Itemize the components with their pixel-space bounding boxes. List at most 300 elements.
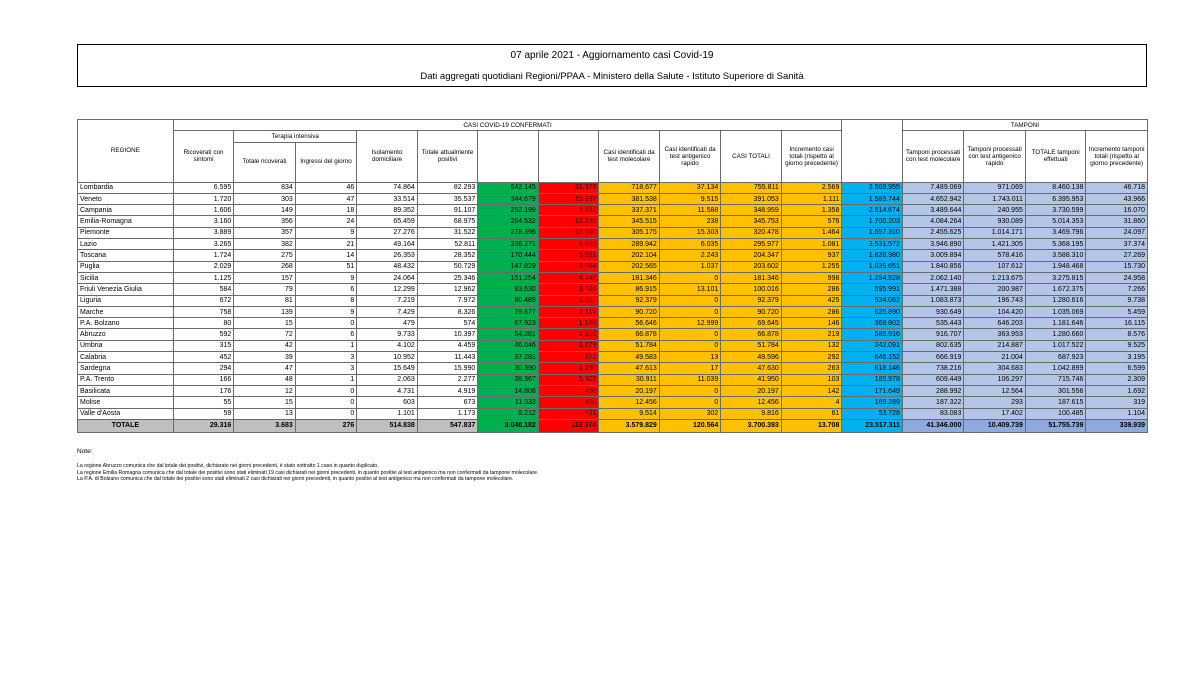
- table-row: [78, 272, 1148, 283]
- table-cell: 470: [538, 385, 599, 396]
- table-cell: 345.515: [599, 216, 660, 227]
- table-cell: 132: [781, 340, 842, 351]
- table-cell: 1.826.980: [842, 250, 903, 261]
- table-cell: 103: [781, 374, 842, 385]
- table-cell: 80.485: [478, 295, 539, 306]
- table-cell: 157: [234, 272, 296, 283]
- table-cell: 238: [659, 216, 721, 227]
- table-cell: 356: [234, 216, 296, 227]
- table-cell: 2.200: [538, 329, 599, 340]
- table-cell: 46.718: [1086, 182, 1148, 193]
- table-cell: 2.063: [357, 374, 418, 385]
- cell-regione: Molise: [78, 397, 174, 408]
- table-cell: 11.039: [659, 374, 721, 385]
- table-cell: 8.576: [1086, 329, 1148, 340]
- table-cell: 5.368.195: [1025, 239, 1086, 250]
- table-cell: 0: [659, 306, 721, 317]
- table-cell: 292: [781, 352, 842, 363]
- table-cell: 79: [234, 284, 296, 295]
- cell-regione: Calabria: [78, 352, 174, 363]
- table-cell: 302: [659, 408, 721, 419]
- table-cell: 100.016: [721, 284, 782, 295]
- table-cell: 89.352: [357, 205, 418, 216]
- table-cell: 169.289: [842, 397, 903, 408]
- table-cell: 79.677: [478, 306, 539, 317]
- table-cell: 6.595: [173, 182, 234, 193]
- table-cell: 293: [964, 397, 1026, 408]
- table-cell: 31.860: [1086, 216, 1148, 227]
- table-cell: 100.485: [1025, 408, 1086, 419]
- table-cell: 278.396: [478, 227, 539, 238]
- table-cell: 1.672.375: [1025, 284, 1086, 295]
- table-cell: 1.464: [781, 227, 842, 238]
- table-cell: 9: [295, 306, 357, 317]
- table-cell: 65.459: [357, 216, 418, 227]
- table-cell: 25.346: [417, 272, 478, 283]
- table-cell: 8.212: [478, 408, 539, 419]
- table-cell: 592: [173, 329, 234, 340]
- table-cell: 286: [781, 306, 842, 317]
- table-cell: 0: [659, 340, 721, 351]
- table-cell: 10.952: [357, 352, 418, 363]
- table-cell: 755.811: [721, 182, 782, 193]
- header-totale-persone-testate: Totale persone testate: [842, 120, 903, 183]
- notes-label: Note:: [77, 448, 93, 455]
- cell-regione: Toscana: [78, 250, 174, 261]
- cell-regione: Lazio: [78, 239, 174, 250]
- header-casi-totali: CASI TOTALI: [721, 131, 782, 182]
- table-row: [78, 397, 1148, 408]
- table-cell: 51.784: [599, 340, 660, 351]
- cell-regione: Basilicata: [78, 385, 174, 396]
- table-cell: 219: [781, 329, 842, 340]
- report-title: 07 aprile 2021 - Aggiornamento casi Covid-19: [510, 50, 714, 61]
- table-cell: 479: [357, 318, 418, 329]
- table-cell: 425: [781, 295, 842, 306]
- table-cell: 3: [295, 352, 357, 363]
- table-cell: 452: [173, 352, 234, 363]
- table-cell: 930.649: [902, 306, 964, 317]
- table-cell: 4.746: [538, 272, 599, 283]
- table-cell: 0: [295, 318, 357, 329]
- table-cell: 3.946.890: [902, 239, 964, 250]
- table-cell: 1: [295, 374, 357, 385]
- table-cell: 10.397: [417, 329, 478, 340]
- table-cell: 1.037: [659, 261, 721, 272]
- table-cell: 715.746: [1025, 374, 1086, 385]
- table-cell: 46: [295, 182, 357, 193]
- table-cell: 2.243: [659, 250, 721, 261]
- table-cell: 337.371: [599, 205, 660, 216]
- header-group-tamponi: TAMPONI: [902, 120, 1147, 131]
- table-cell: 31.522: [417, 227, 478, 238]
- table-cell: 30.390: [478, 363, 539, 374]
- table-cell: 51.755.739: [1025, 419, 1086, 432]
- table-cell: 15.730: [1086, 261, 1148, 272]
- table-row: [78, 205, 1148, 216]
- note-line: La regione Abruzzo comunica che dal totale dei positivi, dichiarato nei giorni precedenti, è stato sottratto 1 caso in quanto duplicato.: [77, 463, 379, 469]
- table-cell: 603: [357, 397, 418, 408]
- table-cell: 368.802: [842, 318, 903, 329]
- table-cell: 55: [173, 397, 234, 408]
- table-cell: 21: [295, 239, 357, 250]
- table-cell: 43.966: [1086, 193, 1148, 204]
- table-cell: 9: [295, 272, 357, 283]
- table-cell: 23.517.311: [842, 419, 903, 432]
- table-cell: 11.588: [659, 205, 721, 216]
- table-cell: 1.081: [781, 239, 842, 250]
- table-cell: 4.084.264: [902, 216, 964, 227]
- table-cell: 1.255: [781, 261, 842, 272]
- table-cell: 1.606: [173, 205, 234, 216]
- header-casi-antigenico: Casi identificati da test antigenico rapido: [659, 131, 721, 182]
- table-cell: 27.269: [1086, 250, 1148, 261]
- table-cell: 171.649: [842, 385, 903, 396]
- table-cell: 48: [234, 374, 296, 385]
- table-cell: 834: [234, 182, 296, 193]
- table-cell: 4: [781, 397, 842, 408]
- table-cell: 12.299: [357, 284, 418, 295]
- header-tamponi-molecolare: Tamponi processati con test molecolare: [902, 131, 964, 182]
- header-incremento-casi: Incremento casi totali (rispetto al giorno precedente): [781, 131, 842, 182]
- table-cell: 1.471.388: [902, 284, 964, 295]
- table-cell: 142: [781, 385, 842, 396]
- table-cell: 20.197: [721, 385, 782, 396]
- table-cell: 930.089: [964, 216, 1026, 227]
- table-cell: 584: [173, 284, 234, 295]
- table-cell: 1.213.675: [964, 272, 1026, 283]
- table-row: [78, 193, 1148, 204]
- table-cell: 0: [659, 385, 721, 396]
- table-cell: 4.652.942: [902, 193, 964, 204]
- table-cell: 46.046: [478, 340, 539, 351]
- table-total-row: [78, 419, 1148, 432]
- header-terapia-intensiva: Terapia intensiva: [234, 131, 357, 142]
- table-row: [78, 385, 1148, 396]
- table-cell: 672: [173, 295, 234, 306]
- covid-data-table: [77, 119, 1148, 433]
- table-cell: 17: [659, 363, 721, 374]
- table-cell: 1.148: [538, 318, 599, 329]
- table-cell: 618.146: [842, 363, 903, 374]
- table-row: [78, 329, 1148, 340]
- table-cell: 574: [417, 318, 478, 329]
- table-cell: 90.720: [599, 306, 660, 317]
- table-cell: 15.303: [659, 227, 721, 238]
- table-cell: 47.630: [721, 363, 782, 374]
- table-cell: 7.219: [357, 295, 418, 306]
- table-cell: 3.683: [234, 419, 296, 432]
- table-cell: 9.816: [721, 408, 782, 419]
- table-cell: 585.916: [842, 329, 903, 340]
- table-cell: 39: [234, 352, 296, 363]
- table-cell: 49.583: [599, 352, 660, 363]
- table-cell: 1.743.011: [964, 193, 1026, 204]
- cell-regione: Marche: [78, 306, 174, 317]
- header-casi-molecolare: Casi identificati da test molecolare: [599, 131, 660, 182]
- table-cell: 12: [234, 385, 296, 396]
- table-cell: 646.203: [964, 318, 1026, 329]
- table-row: [78, 352, 1148, 363]
- table-cell: 0: [295, 397, 357, 408]
- table-cell: 1.181.646: [1025, 318, 1086, 329]
- table-cell: 176: [173, 385, 234, 396]
- table-cell: 37.281: [478, 352, 539, 363]
- table-cell: 295.977: [721, 239, 782, 250]
- table-cell: 1.306: [538, 374, 599, 385]
- table-cell: 3.579.829: [599, 419, 660, 432]
- table-cell: 52.811: [417, 239, 478, 250]
- table-cell: 3.531.572: [842, 239, 903, 250]
- table-cell: 8.460.138: [1025, 182, 1086, 193]
- table-cell: 2.717: [538, 306, 599, 317]
- table-cell: 202.104: [599, 250, 660, 261]
- table-cell: 104.420: [964, 306, 1026, 317]
- table-cell: 1.101: [357, 408, 418, 419]
- table-cell: 2.062.140: [902, 272, 964, 283]
- table-cell: 339.939: [1086, 419, 1148, 432]
- table-cell: 268: [234, 261, 296, 272]
- table-cell: 11.443: [417, 352, 478, 363]
- table-cell: 2.569: [781, 182, 842, 193]
- table-cell: 139: [234, 306, 296, 317]
- table-cell: 170.444: [478, 250, 539, 261]
- table-cell: 61: [781, 408, 842, 419]
- table-cell: 236.271: [478, 239, 539, 250]
- table-cell: 872: [538, 352, 599, 363]
- table-cell: 187.322: [902, 397, 964, 408]
- table-cell: 1.014.171: [964, 227, 1026, 238]
- table-cell: 42: [234, 340, 296, 351]
- table-cell: 1.421.305: [964, 239, 1026, 250]
- table-cell: 937: [781, 250, 842, 261]
- table-cell: 673: [417, 397, 478, 408]
- cell-regione: Campania: [78, 205, 174, 216]
- table-cell: 6: [295, 329, 357, 340]
- table-cell: 1.280.616: [1025, 295, 1086, 306]
- table-cell: 90.720: [721, 306, 782, 317]
- table-cell: 646.152: [842, 352, 903, 363]
- table-cell: 14: [295, 250, 357, 261]
- table-cell: 381.538: [599, 193, 660, 204]
- table-cell: 202.565: [599, 261, 660, 272]
- table-row: [78, 239, 1148, 250]
- table-cell: 16.070: [1086, 205, 1148, 216]
- table-cell: 181.346: [721, 272, 782, 283]
- header-ricoverati: Ricoverati con sintomi: [173, 131, 234, 182]
- table-cell: 1.358: [781, 205, 842, 216]
- table-cell: 68.975: [417, 216, 478, 227]
- table-cell: 9: [295, 227, 357, 238]
- table-cell: 41.346.000: [902, 419, 964, 432]
- table-row: [78, 318, 1148, 329]
- table-cell: 181.346: [599, 272, 660, 283]
- table-cell: 83.083: [902, 408, 964, 419]
- table-cell: 275: [234, 250, 296, 261]
- table-cell: 50.729: [417, 261, 478, 272]
- table-cell: 185.978: [842, 374, 903, 385]
- table-cell: 4.731: [357, 385, 418, 396]
- table-cell: 3.922: [538, 295, 599, 306]
- table-cell: 92.379: [721, 295, 782, 306]
- table-cell: 344.679: [478, 193, 539, 204]
- table-cell: 1.042.899: [1025, 363, 1086, 374]
- table-cell: 319: [1086, 397, 1148, 408]
- table-cell: 30.911: [599, 374, 660, 385]
- table-cell: 2.029: [173, 261, 234, 272]
- note-line: La regione Emilia Romagna comunica che dal totale dei positivi sono stati eliminati 19 casi dichiarati nei giorni precedenti, in quanto positivi al test antigenico ma non confermati da tampone molecolare.: [77, 469, 539, 476]
- table-cell: 13: [234, 408, 296, 419]
- table-cell: 12.456: [721, 397, 782, 408]
- table-cell: 2.455.625: [902, 227, 964, 238]
- table-cell: 305.175: [599, 227, 660, 238]
- table-cell: 286: [781, 284, 842, 295]
- table-cell: 0: [659, 272, 721, 283]
- table-cell: 0: [659, 295, 721, 306]
- table-cell: 14.808: [478, 385, 539, 396]
- table-cell: 578.416: [964, 250, 1026, 261]
- table-cell: 2.514.674: [842, 205, 903, 216]
- table-cell: 69.645: [721, 318, 782, 329]
- table-cell: 431: [538, 408, 599, 419]
- table-cell: 112.374: [538, 419, 599, 432]
- table-cell: 204.347: [721, 250, 782, 261]
- table-cell: 3.040.182: [478, 419, 539, 432]
- table-cell: 149: [234, 205, 296, 216]
- table-cell: 12.564: [964, 385, 1026, 396]
- cell-regione: Liguria: [78, 295, 174, 306]
- table-cell: 315: [173, 340, 234, 351]
- table-cell: 0: [659, 329, 721, 340]
- table-cell: 48.432: [357, 261, 418, 272]
- table-cell: 200.987: [964, 284, 1026, 295]
- table-cell: 1.280.660: [1025, 329, 1086, 340]
- table-cell: 47: [295, 193, 357, 204]
- table-cell: 72: [234, 329, 296, 340]
- table-cell: 758: [173, 306, 234, 317]
- table-cell: 15.990: [417, 363, 478, 374]
- table-cell: 802.635: [902, 340, 964, 351]
- table-cell: 609.449: [902, 374, 964, 385]
- table-cell: 24.958: [1086, 272, 1148, 283]
- header-ti-totale-ricoverati: Totale ricoverati: [234, 142, 296, 182]
- table-cell: 41.950: [721, 374, 782, 385]
- table-cell: 1.250: [538, 363, 599, 374]
- table-cell: 6.895: [538, 239, 599, 250]
- table-cell: 4.102: [357, 340, 418, 351]
- table-cell: 3.469.796: [1025, 227, 1086, 238]
- report-subtitle: Dati aggregati quotidiani Regioni/PPAA - Ministero della Salute - Istituto Superiore di Sanità: [420, 71, 804, 82]
- table-cell: 1.585.744: [842, 193, 903, 204]
- table-cell: 3.568.955: [842, 182, 903, 193]
- table-cell: 12.246: [538, 216, 599, 227]
- table-row: [78, 182, 1148, 193]
- table-cell: 1.700.203: [842, 216, 903, 227]
- table-cell: 203.602: [721, 261, 782, 272]
- cell-regione: Lombardia: [78, 182, 174, 193]
- cell-regione: Abruzzo: [78, 329, 174, 340]
- table-cell: 3.489.644: [902, 205, 964, 216]
- table-cell: 82.293: [417, 182, 478, 193]
- table-cell: 6: [295, 284, 357, 295]
- table-cell: 15: [234, 397, 296, 408]
- table-cell: 342.091: [842, 340, 903, 351]
- table-cell: 3.195: [1086, 352, 1148, 363]
- table-cell: 59: [173, 408, 234, 419]
- table-cell: 81: [234, 295, 296, 306]
- table-cell: 66.878: [599, 329, 660, 340]
- table-row: [78, 363, 1148, 374]
- table-cell: 47.613: [599, 363, 660, 374]
- table-cell: 289.942: [599, 239, 660, 250]
- table-cell: 86.915: [599, 284, 660, 295]
- cell-regione: Veneto: [78, 193, 174, 204]
- table-cell: 6.035: [659, 239, 721, 250]
- table-cell: 6.395.953: [1025, 193, 1086, 204]
- table-cell: 666.919: [902, 352, 964, 363]
- cell-regione: P.A. Bolzano: [78, 318, 174, 329]
- table-cell: 67.923: [478, 318, 539, 329]
- table-cell: 15.649: [357, 363, 418, 374]
- table-cell: 3.889: [173, 227, 234, 238]
- table-cell: 1.557.310: [842, 227, 903, 238]
- table-cell: 74.864: [357, 182, 418, 193]
- table-cell: 971.069: [964, 182, 1026, 193]
- table-cell: 3.275.815: [1025, 272, 1086, 283]
- table-cell: 7.429: [357, 306, 418, 317]
- table-cell: 38.367: [478, 374, 539, 385]
- table-cell: 6.599: [1086, 363, 1148, 374]
- table-cell: 718.677: [599, 182, 660, 193]
- table-cell: 276: [295, 419, 357, 432]
- table-cell: 187.615: [1025, 397, 1086, 408]
- table-cell: 4.459: [417, 340, 478, 351]
- table-cell: 595.991: [842, 284, 903, 295]
- table-row: [78, 408, 1148, 419]
- table-cell: 83.630: [478, 284, 539, 295]
- table-cell: 357: [234, 227, 296, 238]
- table-cell: 51: [295, 261, 357, 272]
- table-cell: 16.115: [1086, 318, 1148, 329]
- table-cell: 450: [538, 397, 599, 408]
- table-cell: 10.837: [538, 193, 599, 204]
- table-cell: 1.035.069: [1025, 306, 1086, 317]
- table-cell: 382: [234, 239, 296, 250]
- table-cell: 53.728: [842, 408, 903, 419]
- cell-regione: Friuli Venezia Giulia: [78, 284, 174, 295]
- table-cell: 27.276: [357, 227, 418, 238]
- table-row: [78, 374, 1148, 385]
- table-cell: 28.352: [417, 250, 478, 261]
- table-cell: 294: [173, 363, 234, 374]
- table-cell: 166: [173, 374, 234, 385]
- table-cell: 1.692: [1086, 385, 1148, 396]
- table-row: [78, 250, 1148, 261]
- cell-regione: Sardegna: [78, 363, 174, 374]
- table-cell: 9.515: [659, 193, 721, 204]
- table-cell: 12.456: [599, 397, 660, 408]
- table-row: [78, 306, 1148, 317]
- table-cell: 264.532: [478, 216, 539, 227]
- table-cell: 106.297: [964, 374, 1026, 385]
- table-cell: 10.560: [538, 227, 599, 238]
- header-tamponi-antigenico: Tamponi processati con test antigenico rapido: [964, 131, 1026, 182]
- table-cell: 214.887: [964, 340, 1026, 351]
- table-cell: 1.083.873: [902, 295, 964, 306]
- table-cell: 263: [781, 363, 842, 374]
- table-cell: 9.525: [1086, 340, 1148, 351]
- table-cell: 1.279: [538, 340, 599, 351]
